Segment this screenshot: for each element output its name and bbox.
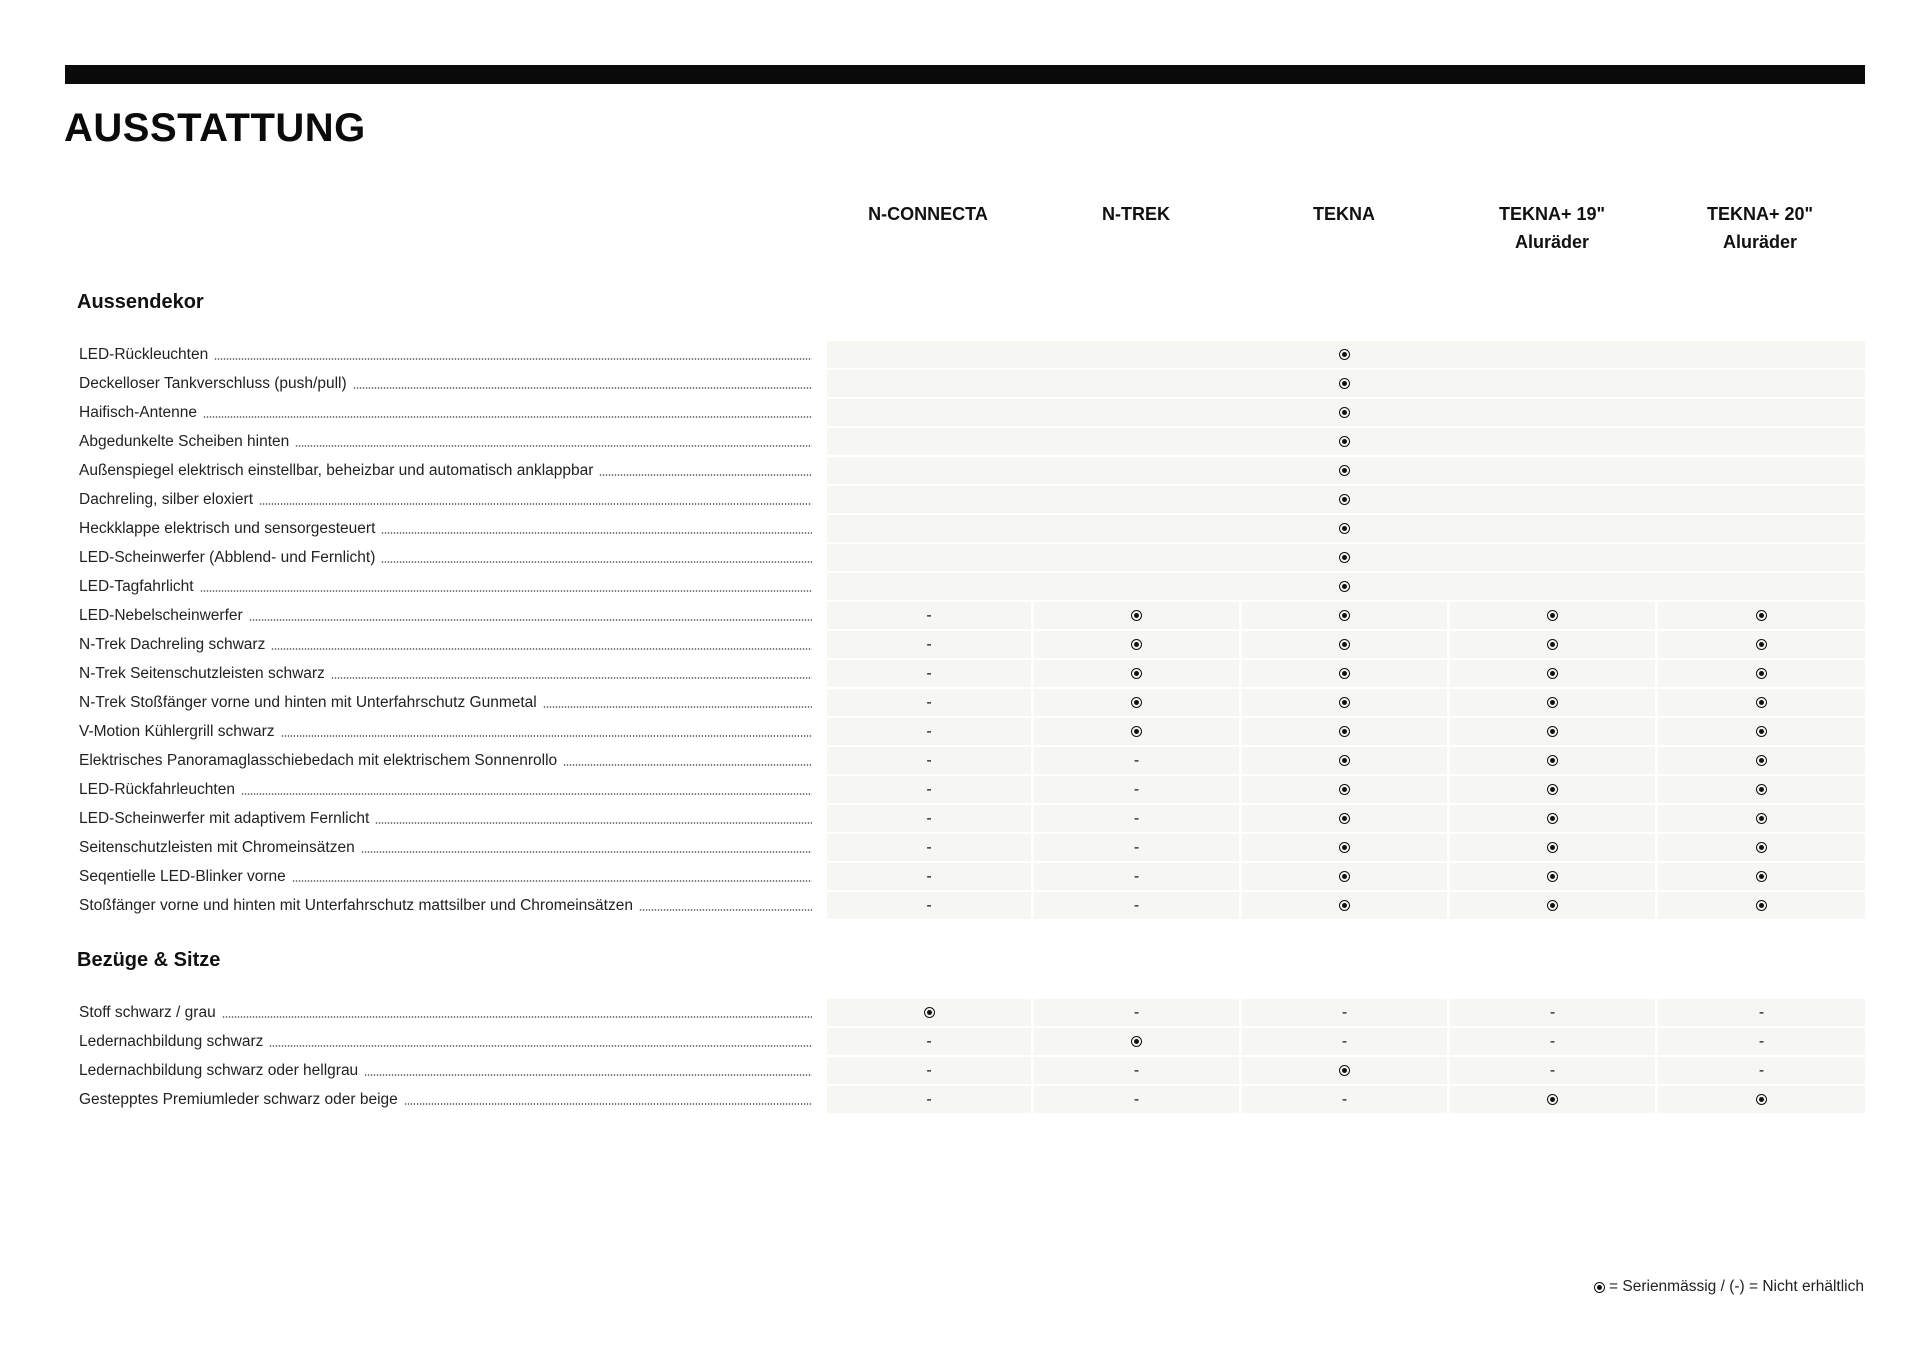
not-available-mark: - (926, 1090, 932, 1108)
value-cell (1658, 805, 1865, 832)
value-cell (1034, 1028, 1239, 1055)
standard-mark-icon (1547, 610, 1558, 621)
value-cell (1034, 776, 1239, 803)
standard-mark-icon (1756, 697, 1767, 708)
value-cell (827, 1086, 1031, 1113)
column-header (1036, 200, 1236, 228)
value-cell (827, 747, 1031, 774)
table-row (0, 1085, 1920, 1114)
standard-mark-icon (1339, 349, 1350, 360)
standard-mark-icon (1339, 494, 1350, 505)
column-header-line1: N-TREK (1102, 204, 1170, 224)
table-row (0, 427, 1920, 456)
value-cell (1450, 747, 1655, 774)
not-available-mark: - (1133, 780, 1140, 798)
row-label-text: Stoßfänger vorne und hinten mit Unterfahrschutz mattsilber und Chromeinsätzen (79, 891, 639, 920)
value-cell (1034, 834, 1239, 861)
standard-mark-icon (1131, 697, 1142, 708)
standard-mark-icon (1131, 726, 1142, 737)
standard-mark-icon (1756, 726, 1767, 737)
not-available-mark: - (926, 809, 932, 827)
value-cell (1242, 602, 1447, 629)
value-cell (1658, 834, 1865, 861)
table-row (0, 398, 1920, 427)
value-cell (1450, 631, 1655, 658)
value-cell (1450, 776, 1655, 803)
not-available-mark: - (1341, 1032, 1348, 1050)
standard-mark-icon (1131, 668, 1142, 679)
dot-leader (203, 416, 812, 418)
row-label (79, 543, 812, 572)
table-row (0, 891, 1920, 920)
value-cell (1242, 428, 1447, 455)
value-cell (1034, 660, 1239, 687)
standard-mark-icon (1547, 726, 1558, 737)
value-cell (1242, 1057, 1447, 1084)
table-row (0, 572, 1920, 601)
table-row (0, 514, 1920, 543)
value-cell (1034, 747, 1239, 774)
column-header-line2: Aluräder (1722, 232, 1798, 252)
value-cell (1242, 689, 1447, 716)
value-cell (1450, 863, 1655, 890)
row-label-text: LED-Rückleuchten (79, 340, 214, 369)
table-row (0, 485, 1920, 514)
not-available-mark: - (1549, 1061, 1556, 1079)
value-cell (827, 689, 1031, 716)
value-cell (1658, 602, 1865, 629)
column-header-line1: TEKNA+ 19" (1498, 204, 1606, 224)
standard-mark-icon (1339, 465, 1350, 476)
not-available-mark: - (1758, 1032, 1765, 1050)
standard-mark-icon (1547, 900, 1558, 911)
value-cell (1242, 515, 1447, 542)
standard-mark-icon (1339, 871, 1350, 882)
value-cell (827, 631, 1031, 658)
not-available-mark: - (1341, 1003, 1348, 1021)
column-header-line1: TEKNA (1313, 204, 1375, 224)
table-row (0, 659, 1920, 688)
dot-leader (381, 561, 812, 563)
dot-leader (281, 735, 812, 737)
value-cell (1242, 573, 1447, 600)
value-cell (1658, 718, 1865, 745)
value-cell (1242, 399, 1447, 426)
row-label (79, 659, 812, 688)
value-cell (1242, 457, 1447, 484)
standard-mark-icon (1547, 784, 1558, 795)
value-cell (1658, 776, 1865, 803)
value-cell (1242, 999, 1447, 1026)
row-label-text: LED-Rückfahrleuchten (79, 775, 241, 804)
standard-mark-icon (1339, 726, 1350, 737)
dot-leader (269, 1045, 812, 1047)
row-label (79, 1056, 812, 1085)
dot-leader (364, 1074, 812, 1076)
dot-leader (214, 358, 812, 360)
standard-mark-icon (1339, 813, 1350, 824)
row-label (79, 369, 812, 398)
value-cell (1450, 834, 1655, 861)
value-cell (1658, 1086, 1865, 1113)
row-label-text: LED-Scheinwerfer mit adaptivem Fernlicht (79, 804, 375, 833)
value-cell (1658, 747, 1865, 774)
column-header (1244, 200, 1444, 228)
dot-leader (381, 532, 812, 534)
row-label-text: Außenspiegel elektrisch einstellbar, beheizbar und automatisch anklappbar (79, 456, 599, 485)
column-header-line2: Aluräder (1514, 232, 1590, 252)
row-label-text: Deckelloser Tankverschluss (push/pull) (79, 369, 353, 398)
dot-leader (292, 880, 812, 882)
row-label (79, 833, 812, 862)
value-cell (1450, 660, 1655, 687)
table-row (0, 601, 1920, 630)
standard-mark-icon (1547, 697, 1558, 708)
dot-leader (361, 851, 812, 853)
row-label (79, 340, 812, 369)
dot-leader (271, 648, 812, 650)
table-row (0, 369, 1920, 398)
column-header (1452, 200, 1652, 256)
value-cell (1658, 660, 1865, 687)
row-label (79, 456, 812, 485)
not-available-mark: - (926, 635, 932, 653)
standard-mark-icon (1756, 784, 1767, 795)
value-cell (1034, 631, 1239, 658)
value-cell (1658, 1057, 1865, 1084)
table-row (0, 1027, 1920, 1056)
row-label (79, 601, 812, 630)
not-available-mark: - (1133, 1003, 1140, 1021)
not-available-mark: - (926, 606, 932, 624)
not-available-mark: - (926, 1061, 932, 1079)
value-cell (827, 718, 1031, 745)
row-label-text: V-Motion Kühlergrill schwarz (79, 717, 281, 746)
row-label (79, 804, 812, 833)
value-cell (1034, 1086, 1239, 1113)
value-cell (1242, 747, 1447, 774)
value-cell (1242, 863, 1447, 890)
standard-mark-icon (1339, 900, 1350, 911)
not-available-mark: - (1133, 1061, 1140, 1079)
standard-mark-icon (1547, 813, 1558, 824)
value-cell (827, 834, 1031, 861)
not-available-mark: - (1549, 1032, 1556, 1050)
column-header-line1: N-CONNECTA (868, 204, 988, 224)
standard-mark-icon (1339, 523, 1350, 534)
standard-mark-icon (1594, 1282, 1605, 1293)
value-cell (827, 1028, 1031, 1055)
not-available-mark: - (926, 664, 932, 682)
dot-leader (543, 706, 812, 708)
standard-mark-icon (1756, 755, 1767, 766)
row-label (79, 630, 812, 659)
standard-mark-icon (1339, 639, 1350, 650)
row-label (79, 398, 812, 427)
value-cell (1034, 863, 1239, 890)
value-cell (827, 892, 1031, 919)
standard-mark-icon (1339, 378, 1350, 389)
standard-mark-icon (1339, 407, 1350, 418)
standard-mark-icon (1339, 784, 1350, 795)
not-available-mark: - (1549, 1003, 1556, 1021)
value-cell (1242, 341, 1447, 368)
table-row (0, 998, 1920, 1027)
not-available-mark: - (1133, 809, 1140, 827)
standard-mark-icon (1339, 552, 1350, 563)
standard-mark-icon (1339, 842, 1350, 853)
not-available-mark: - (926, 722, 932, 740)
row-label-text: Abgedunkelte Scheiben hinten (79, 427, 295, 456)
standard-mark-icon (1756, 842, 1767, 853)
value-cell (827, 1057, 1031, 1084)
standard-mark-icon (1131, 610, 1142, 621)
table-row (0, 804, 1920, 833)
value-cell (1450, 1028, 1655, 1055)
standard-mark-icon (1339, 581, 1350, 592)
dot-leader (295, 445, 812, 447)
row-label-text: N-Trek Seitenschutzleisten schwarz (79, 659, 331, 688)
standard-mark-icon (1547, 668, 1558, 679)
page-title: AUSSTATTUNG (64, 106, 366, 150)
value-cell (1034, 1057, 1239, 1084)
row-label-text: Dachreling, silber eloxiert (79, 485, 259, 514)
value-cell (1034, 602, 1239, 629)
value-cell (1450, 999, 1655, 1026)
dot-leader (259, 503, 812, 505)
row-label-text: Gestepptes Premiumleder schwarz oder beige (79, 1085, 404, 1114)
dot-leader (563, 764, 812, 766)
value-cell (1242, 660, 1447, 687)
value-cell (1450, 718, 1655, 745)
legend-text: = Serienmässig / (-) = Nicht erhältlich (1609, 1278, 1864, 1295)
value-cell (1658, 892, 1865, 919)
table-row (0, 862, 1920, 891)
standard-mark-icon (1756, 813, 1767, 824)
standard-mark-icon (1339, 1065, 1350, 1076)
standard-mark-icon (1756, 610, 1767, 621)
standard-mark-icon (1339, 610, 1350, 621)
section-title: Bezüge & Sitze (77, 949, 221, 971)
not-available-mark: - (1133, 896, 1140, 914)
row-label (79, 862, 812, 891)
row-label-text: Haifisch-Antenne (79, 398, 203, 427)
table-row (0, 456, 1920, 485)
row-label (79, 891, 812, 920)
standard-mark-icon (1756, 900, 1767, 911)
table-row (0, 746, 1920, 775)
row-label-text: Stoff schwarz / grau (79, 998, 222, 1027)
standard-mark-icon (1547, 871, 1558, 882)
value-cell (1658, 631, 1865, 658)
top-rule (65, 65, 1865, 84)
value-cell (1034, 805, 1239, 832)
not-available-mark: - (926, 693, 932, 711)
column-header-line1: TEKNA+ 20" (1706, 204, 1814, 224)
table-row (0, 630, 1920, 659)
row-label-text: N-Trek Stoßfänger vorne und hinten mit Unterfahrschutz Gunmetal (79, 688, 543, 717)
row-label-text: LED-Scheinwerfer (Abblend- und Fernlicht) (79, 543, 381, 572)
not-available-mark: - (926, 896, 932, 914)
value-cell (1242, 892, 1447, 919)
row-label-text: Ledernachbildung schwarz (79, 1027, 269, 1056)
value-cell (1450, 689, 1655, 716)
value-cell (1450, 892, 1655, 919)
not-available-mark: - (1133, 751, 1140, 769)
value-cell (1034, 892, 1239, 919)
row-label (79, 775, 812, 804)
row-label (79, 1027, 812, 1056)
row-label (79, 427, 812, 456)
column-header (828, 200, 1028, 228)
table-row (0, 717, 1920, 746)
value-cell (827, 776, 1031, 803)
standard-mark-icon (1547, 639, 1558, 650)
standard-mark-icon (924, 1007, 935, 1018)
not-available-mark: - (926, 751, 932, 769)
table-row (0, 1056, 1920, 1085)
value-cell (1242, 370, 1447, 397)
value-cell (1450, 602, 1655, 629)
value-cell (1450, 805, 1655, 832)
value-cell (1242, 1086, 1447, 1113)
not-available-mark: - (1133, 1090, 1140, 1108)
dot-leader (599, 474, 812, 476)
not-available-mark: - (1758, 1061, 1765, 1079)
dot-leader (331, 677, 812, 679)
legend (1594, 1278, 1864, 1296)
value-cell (1242, 776, 1447, 803)
standard-mark-icon (1131, 1036, 1142, 1047)
standard-mark-icon (1547, 755, 1558, 766)
row-label (79, 746, 812, 775)
value-cell (1450, 1057, 1655, 1084)
column-header (1660, 200, 1860, 256)
table-row (0, 543, 1920, 572)
row-label-text: Seitenschutzleisten mit Chromeinsätzen (79, 833, 361, 862)
dot-leader (200, 590, 812, 592)
value-cell (1242, 631, 1447, 658)
table-row (0, 775, 1920, 804)
table-row (0, 688, 1920, 717)
row-label-text: N-Trek Dachreling schwarz (79, 630, 271, 659)
row-label (79, 572, 812, 601)
value-cell (1658, 1028, 1865, 1055)
standard-mark-icon (1756, 871, 1767, 882)
value-cell (827, 999, 1031, 1026)
standard-mark-icon (1756, 668, 1767, 679)
value-cell (1242, 834, 1447, 861)
table-row (0, 833, 1920, 862)
dot-leader (222, 1016, 812, 1018)
value-cell (1658, 863, 1865, 890)
standard-mark-icon (1547, 1094, 1558, 1105)
value-cell (827, 602, 1031, 629)
value-cell (1242, 486, 1447, 513)
value-cell (827, 863, 1031, 890)
value-cell (1658, 999, 1865, 1026)
table-row (0, 340, 1920, 369)
row-label (79, 717, 812, 746)
row-label (79, 485, 812, 514)
row-label (79, 514, 812, 543)
standard-mark-icon (1339, 668, 1350, 679)
row-label-text: LED-Nebelscheinwerfer (79, 601, 249, 630)
value-cell (827, 805, 1031, 832)
standard-mark-icon (1547, 842, 1558, 853)
value-cell (1034, 689, 1239, 716)
dot-leader (404, 1103, 812, 1105)
row-label (79, 998, 812, 1027)
value-cell (1242, 544, 1447, 571)
not-available-mark: - (926, 1032, 932, 1050)
section-title: Aussendekor (77, 291, 204, 313)
value-cell (1034, 999, 1239, 1026)
dot-leader (241, 793, 812, 795)
value-cell (1450, 1086, 1655, 1113)
not-available-mark: - (926, 867, 932, 885)
not-available-mark: - (926, 780, 932, 798)
row-label (79, 688, 812, 717)
standard-mark-icon (1339, 436, 1350, 447)
value-cell (1242, 718, 1447, 745)
standard-mark-icon (1756, 639, 1767, 650)
dot-leader (375, 822, 812, 824)
not-available-mark: - (926, 838, 932, 856)
dot-leader (353, 387, 812, 389)
not-available-mark: - (1133, 867, 1140, 885)
value-cell (1034, 718, 1239, 745)
row-label-text: LED-Tagfahrlicht (79, 572, 200, 601)
row-label-text: Seqentielle LED-Blinker vorne (79, 862, 292, 891)
standard-mark-icon (1339, 697, 1350, 708)
row-label-text: Heckklappe elektrisch und sensorgesteuert (79, 514, 381, 543)
dot-leader (639, 909, 812, 911)
not-available-mark: - (1341, 1090, 1348, 1108)
value-cell (827, 660, 1031, 687)
standard-mark-icon (1131, 639, 1142, 650)
value-cell (1242, 805, 1447, 832)
standard-mark-icon (1339, 755, 1350, 766)
not-available-mark: - (1758, 1003, 1765, 1021)
row-label-text: Ledernachbildung schwarz oder hellgrau (79, 1056, 364, 1085)
row-label (79, 1085, 812, 1114)
not-available-mark: - (1133, 838, 1140, 856)
standard-mark-icon (1756, 1094, 1767, 1105)
value-cell (1242, 1028, 1447, 1055)
dot-leader (249, 619, 812, 621)
row-label-text: Elektrisches Panoramaglasschiebedach mit elektrischem Sonnenrollo (79, 746, 563, 775)
value-cell (1658, 689, 1865, 716)
